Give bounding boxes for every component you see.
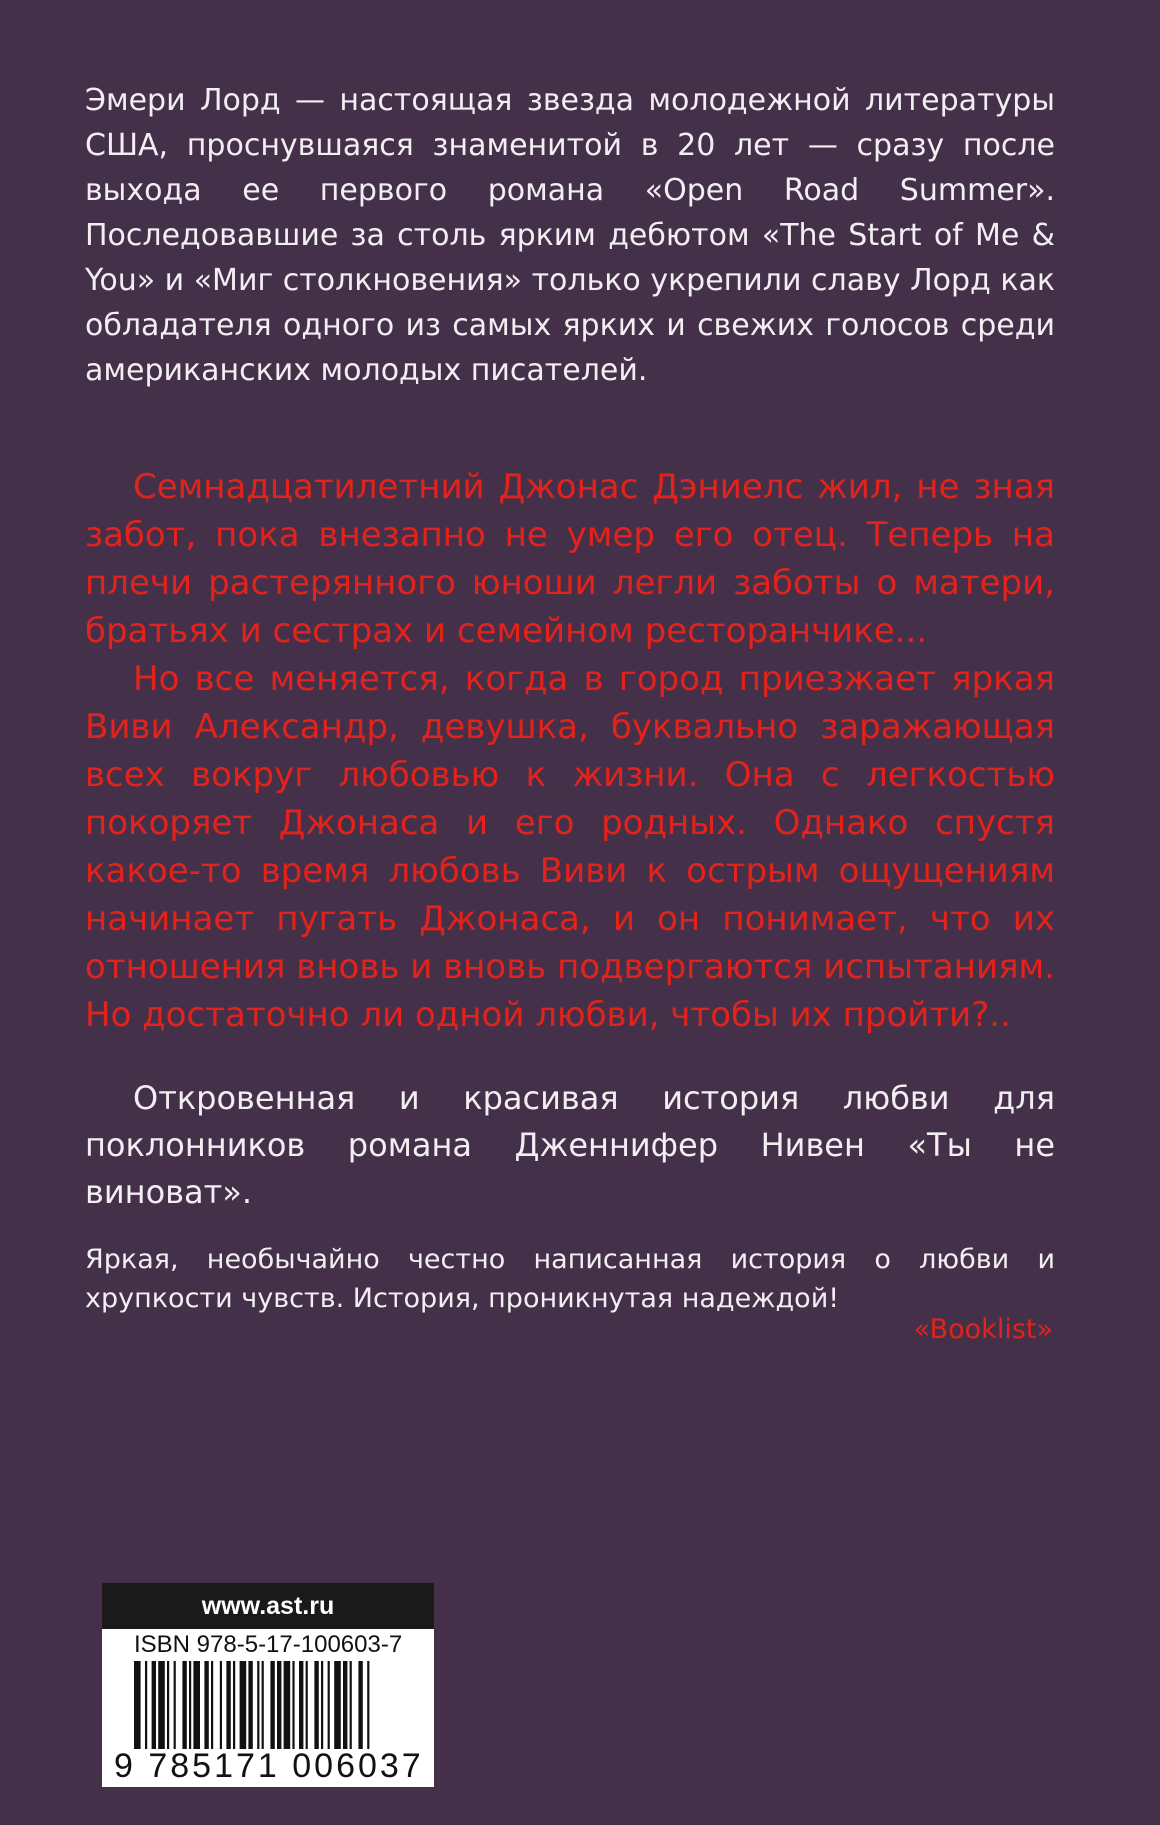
barcode-bar <box>220 1661 222 1753</box>
barcode-bar <box>277 1661 281 1753</box>
barcode-bar <box>270 1661 274 1753</box>
barcode-bar <box>262 1661 264 1753</box>
barcode-bar <box>167 1661 169 1753</box>
barcode-bar <box>367 1661 369 1753</box>
barcode-bar <box>145 1661 147 1753</box>
barcode-digits: 9 785171 006037 <box>114 1747 424 1785</box>
barcode-bar <box>174 1661 176 1753</box>
barcode-bar <box>204 1661 208 1753</box>
barcode-bar <box>158 1661 165 1753</box>
author-bio: Эмери Лорд — настоящая звезда молодежной литературы США, проснувшаяся знаменитой в 20 лет — сразу после выхода ее первого романа «Open Road Summer». Последовавшие за столь ярким дебютом «The Start of Me & You» и «Миг столкновения» только укрепили славу Лорд как обладателя одного из самых ярких и свежих голосов среди американских молодых писателей. <box>85 83 1055 388</box>
barcode-bar <box>226 1661 230 1753</box>
synopsis-paragraph: Но все меняется, когда в город приезжает яркая Виви Александр, девушка, буквально заражающая всех вокруг любовью к жизни. Она с легкостью покоряет Джонаса и его родных. Однако спустя какое-то время любовь Виви к острым ощущениям начинает пугать Джонаса, и он понимает, что их отношения вновь и вновь подвергаются испытаниям. Но достаточно ли одной любви, чтобы их пройти?.. <box>85 659 1055 1035</box>
synopsis <box>85 463 1055 1039</box>
barcode-bar <box>152 1661 156 1753</box>
barcode-bar <box>321 1661 323 1753</box>
barcode-bars <box>102 1661 434 1753</box>
barcode-bar <box>240 1661 247 1753</box>
barcode-bar <box>328 1661 330 1753</box>
barcode-bar <box>358 1661 362 1753</box>
barcode-bar <box>211 1661 213 1753</box>
barcode-panel <box>102 1583 434 1787</box>
barcode-bar <box>284 1661 291 1753</box>
barcode-bar <box>193 1661 200 1753</box>
barcode-bar <box>134 1661 141 1753</box>
isbn-label: ISBN 978-5-17-100603-7 <box>134 1631 403 1658</box>
barcode-bar <box>343 1661 347 1753</box>
barcode-bar <box>292 1661 294 1753</box>
barcode-bar <box>334 1661 341 1753</box>
barcode-bar <box>257 1661 259 1753</box>
barcode-bar <box>182 1661 186 1753</box>
barcode-bar <box>189 1661 191 1753</box>
publisher-url: www.ast.ru <box>102 1583 434 1629</box>
review-source: «Booklist» <box>913 1314 1053 1345</box>
barcode-bar <box>248 1661 252 1753</box>
recommendation: Откровенная и красивая история любви для поклонников романа Дженнифер Нивен «Ты не виноват». <box>85 1079 1055 1211</box>
review-quote: Яркая, необычайно честно написанная история о любви и хрупкости чувств. История, проникнутая надеждой! <box>85 1244 1055 1314</box>
barcode-bar <box>314 1661 318 1753</box>
barcode-bar <box>233 1661 235 1753</box>
synopsis-paragraph: Семнадцатилетний Джонас Дэниелс жил, не зная забот, пока внезапно не умер его отец. Теперь на плечи растерянного юноши легли заботы о матери, братьях и сестрах и семейном ресторанчике... <box>85 467 1055 651</box>
barcode-bar <box>350 1661 352 1753</box>
barcode-bar <box>299 1661 303 1753</box>
barcode-bar <box>306 1661 308 1753</box>
